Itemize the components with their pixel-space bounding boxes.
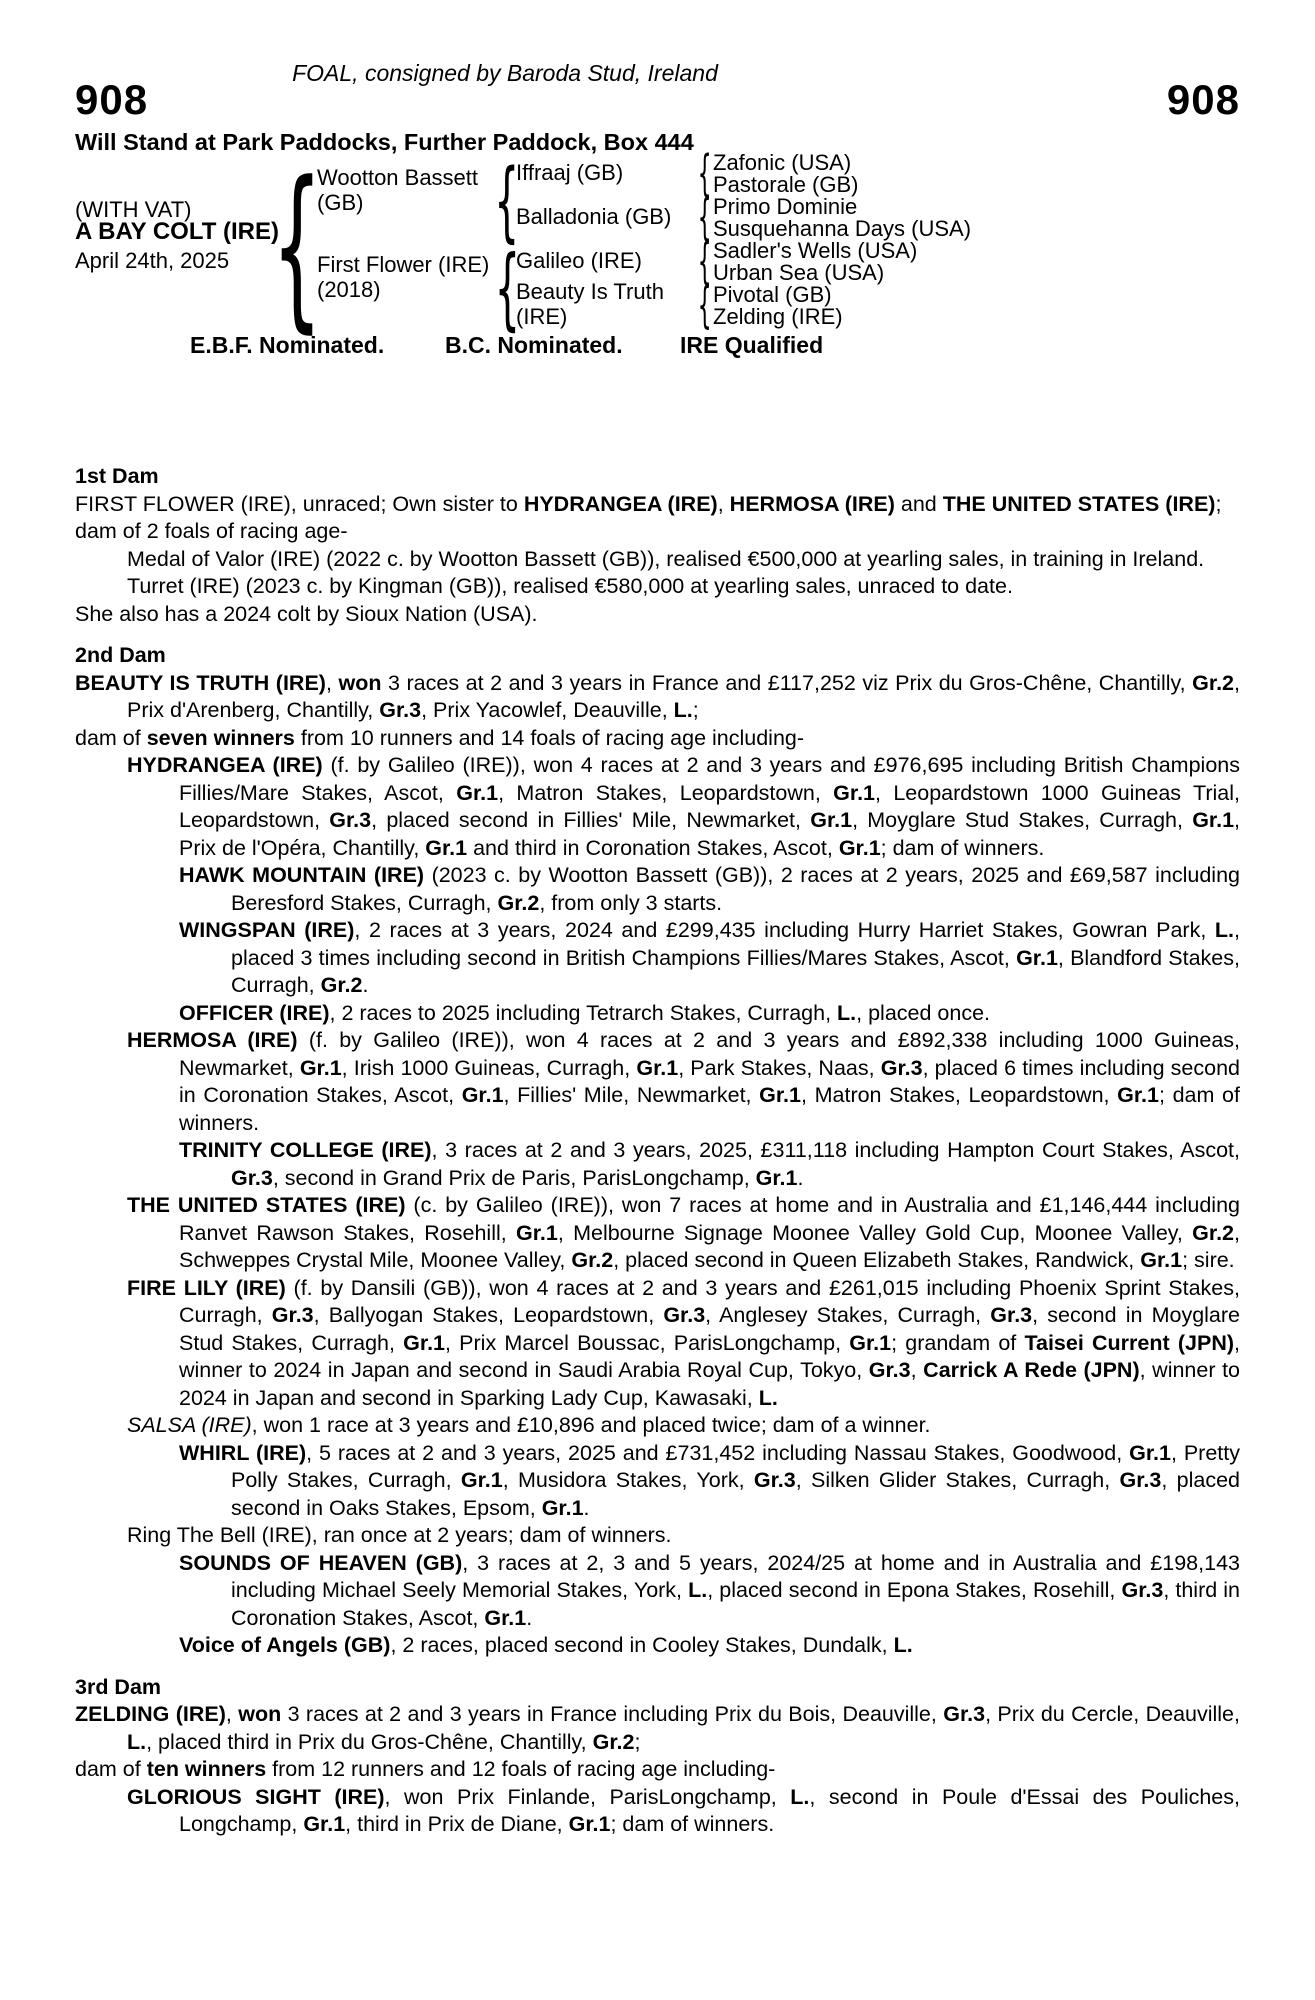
text-segment: Gr.3 (943, 1702, 986, 1726)
pedigree-paragraph (75, 1440, 1240, 1523)
text-segment: Ring The Bell (IRE), ran once at 2 years; dam of winners. (127, 1523, 672, 1547)
text-segment: L. (790, 1784, 810, 1809)
text-segment: (f. by Galileo (IRE)), won 4 races at 2 and 3 years and £976,695 including British Champions Fillies/Mare Stakes, Ascot, (179, 753, 1240, 805)
text-segment: , placed second in Fillies' Mile, Newmarket, (371, 808, 811, 832)
section-heading: 3rd Dam (75, 1674, 162, 1699)
stand-location-line: Will Stand at Park Paddocks, Further Paddock, Box 444 (75, 129, 694, 155)
text-segment: , placed 3 times including second in British Champions Fillies/Mares Stakes, Ascot, (231, 918, 1240, 970)
text-segment: and third in Coronation Stakes, Ascot, (467, 835, 839, 860)
text-segment: , Anglesey Stakes, Curragh, (705, 1303, 991, 1327)
ancestor-name: Zafonic (USA) (713, 150, 852, 175)
text-segment: Gr.1 (541, 1495, 584, 1520)
text-segment: (f. by Dansili (GB)), won 4 races at 2 and 3 years and £261,015 including Phoenix Sprint Stakes, Curragh, (179, 1275, 1240, 1327)
text-segment: , from only 3 starts. (539, 890, 723, 915)
text-segment: (f. by Galileo (IRE)), won 4 races at 2 and 3 years and £892,338 including 1000 Guineas, Newmarket, (179, 1028, 1240, 1080)
catalogue-sections (75, 463, 1240, 1839)
text-segment: Gr.3 (1121, 1578, 1164, 1602)
text-segment: , second in Moyglare Stud Stakes, Curragh, (179, 1303, 1241, 1355)
text-segment: Gr.1 (810, 808, 853, 832)
text-segment: , (717, 491, 730, 516)
text-segment: ; (634, 1729, 641, 1754)
text-segment: Gr.1 (484, 1605, 527, 1630)
text-segment: FIRST FLOWER (IRE), unraced; Own sister to (75, 491, 524, 516)
text-segment: Gr.3 (1119, 1468, 1162, 1492)
pedigree-paragraph (75, 1027, 1240, 1137)
section-heading: 1st Dam (75, 464, 159, 488)
text-segment: ZELDING (IRE) (75, 1702, 226, 1726)
text-segment: , Matron Stakes, Leopardstown, (801, 1083, 1118, 1107)
text-segment: (c. by Galileo (IRE)), won 7 races at home and in Australia and £1,146,444 including Ranvet Rawson Stakes, Rosehill, (179, 1193, 1240, 1245)
text-segment: , Melbourne Signage Moonee Valley Gold Cup, Moonee Valley, (557, 1220, 1193, 1245)
ancestor-name: Primo Dominie (713, 194, 858, 219)
pedigree-paragraph (75, 1137, 1240, 1192)
text-segment: won (338, 670, 382, 695)
text-segment: HERMOSA (IRE) (729, 491, 895, 516)
text-segment: Gr.3 (663, 1303, 706, 1327)
dam-name: First Flower (IRE) (2018) (317, 252, 490, 302)
text-segment: Gr.1 (1129, 1440, 1171, 1465)
text-segment: Carrick A Rede (JPN) (923, 1358, 1140, 1382)
text-segment: , placed second in Epona Stakes, Rosehill, (707, 1578, 1122, 1602)
text-segment: WINGSPAN (IRE) (179, 918, 355, 942)
text-segment: L. (837, 1000, 857, 1025)
text-segment: TRINITY COLLEGE (IRE) (179, 1138, 432, 1162)
text-segment: Gr.1 (838, 835, 881, 860)
horse-name: A BAY COLT (IRE) (75, 218, 280, 245)
text-segment: HYDRANGEA (IRE) (523, 491, 718, 516)
ebf-nominated-label: E.B.F. Nominated. (190, 332, 385, 358)
text-segment: ; dam of winners. (610, 1812, 775, 1836)
text-segment: , Park Stakes, Naas, (678, 1055, 881, 1080)
text-segment: . (526, 1605, 533, 1630)
brace-icon: { (697, 189, 713, 246)
text-segment: Gr.2 (1192, 670, 1235, 695)
text-segment: L. (688, 1578, 708, 1602)
text-segment: Gr.1 (460, 1468, 503, 1492)
text-segment: Turret (IRE) (2023 c. by Kingman (GB)), realised €580,000 at yearling sales, unraced to date. (127, 574, 1013, 598)
dam-dam-name: Beauty Is Truth (IRE) (516, 279, 664, 329)
text-segment: , placed once. (856, 1000, 991, 1025)
text-segment: Gr.1 (1117, 1083, 1159, 1107)
text-segment: GLORIOUS SIGHT (IRE) (127, 1784, 385, 1809)
text-segment: , Moyglare Stud Stakes, Curragh, (852, 808, 1193, 832)
text-segment: Gr.1 (1016, 945, 1058, 970)
text-segment: ; dam of winners. (880, 835, 1045, 860)
dam-section (75, 463, 1240, 628)
text-segment: , Silken Glider Stakes, Curragh, (795, 1468, 1120, 1492)
text-segment: , Prix de l'Opéra, Chantilly, (179, 808, 1241, 860)
ancestor-name: Zelding (IRE) (713, 304, 843, 329)
text-segment: L. (127, 1729, 147, 1754)
dam-section (75, 642, 1240, 1660)
sire-dam-name: Balladonia (GB) (516, 204, 672, 229)
text-segment: HERMOSA (IRE) (127, 1028, 298, 1052)
text-segment: L. (893, 1633, 913, 1657)
text-segment: Gr.2 (1192, 1220, 1235, 1245)
text-segment: Taisei Current (JPN) (1024, 1330, 1235, 1355)
text-segment: Gr.1 (425, 835, 468, 860)
text-segment: , Leopardstown 1000 Guineas Trial, Leopardstown, (179, 780, 1240, 832)
pedigree-paragraph (75, 725, 1240, 753)
pedigree-paragraph (75, 1701, 1240, 1756)
dam-section (75, 1674, 1240, 1839)
text-segment: BEAUTY IS TRUTH (IRE) (75, 670, 326, 695)
text-segment: Gr.3 (990, 1303, 1033, 1327)
ancestor-name: Sadler's Wells (USA) (713, 238, 918, 263)
dam-sire-name: Galileo (IRE) (516, 248, 642, 273)
text-segment: Gr.1 (461, 1083, 504, 1107)
text-segment: SALSA (IRE) (127, 1413, 252, 1437)
text-segment: seven winners (146, 725, 295, 750)
text-segment: , Pretty Polly Stakes, Curragh, (231, 1440, 1240, 1492)
text-segment: ; (1215, 491, 1222, 516)
text-segment: HYDRANGEA (IRE) (127, 753, 323, 777)
text-segment: and (894, 491, 943, 516)
text-segment: won (238, 1702, 282, 1726)
text-segment: Gr.1 (636, 1055, 679, 1080)
text-segment: , winner to 2024 in Japan and second in Saudi Arabia Royal Cup, Tokyo, (179, 1330, 1240, 1382)
text-segment: , won 1 race at 3 years and £10,896 and placed twice; dam of a winner. (251, 1413, 931, 1437)
text-segment: FIRE LILY (IRE) (127, 1275, 286, 1300)
text-segment: , (325, 670, 339, 695)
text-segment: OFFICER (IRE) (179, 1000, 330, 1025)
brace-icon: { (494, 150, 520, 252)
pedigree-paragraph (75, 1412, 1240, 1440)
text-segment: Gr.2 (497, 890, 540, 915)
bc-nominated-label: B.C. Nominated. (445, 332, 623, 358)
text-segment: 3 races at 2 and 3 years in France including Prix du Bois, Deauville, (281, 1702, 944, 1726)
text-segment: Gr.1 (833, 780, 876, 805)
text-segment: from 10 runners and 14 foals of racing age including- (294, 725, 805, 750)
text-segment: , Matron Stakes, Leopardstown, (498, 780, 834, 805)
text-segment: HAWK MOUNTAIN (IRE) (179, 863, 425, 887)
ancestor-name: Urban Sea (USA) (713, 260, 885, 285)
text-segment: Gr.1 (299, 1055, 342, 1080)
text-segment: She also has a 2024 colt by Sioux Nation (USA). (75, 601, 538, 626)
text-segment: , Prix d'Arenberg, Chantilly, (127, 670, 1240, 722)
text-segment: , 2 races at 3 years, 2024 and £299,435 including Hurry Harriet Stakes, Gowran Park, (354, 918, 1215, 942)
text-segment: Medal of Valor (IRE) (2022 c. by Wootton Bassett (GB)), realised €500,000 at yearling sales, in training in Ireland. (127, 546, 1205, 571)
pedigree-paragraph (75, 573, 1240, 601)
text-segment: L. (758, 1385, 778, 1410)
text-segment: SOUNDS OF HEAVEN (GB) (179, 1550, 463, 1575)
pedigree-paragraph (75, 546, 1240, 574)
pedigree-paragraph (75, 518, 1240, 546)
ancestor-name: Pastorale (GB) (713, 172, 859, 197)
text-segment: Gr.3 (329, 808, 372, 832)
pedigree-paragraph (75, 1192, 1240, 1275)
text-segment: (2023 c. by Wootton Bassett (GB)), 2 races at 2 years, 2025 and £69,587 including Beresford Stakes, Curragh, (231, 863, 1240, 915)
text-segment: L. (1214, 918, 1235, 942)
text-segment: , third in Coronation Stakes, Ascot, (231, 1578, 1241, 1630)
text-segment: , 5 races at 2 and 3 years, 2025 and £731,452 including Nassau Stakes, Goodwood, (306, 1440, 1130, 1465)
section-heading: 2nd Dam (75, 643, 166, 667)
pedigree-paragraph (75, 670, 1240, 725)
text-segment: , (910, 1358, 924, 1382)
text-segment: . (583, 1495, 590, 1520)
text-segment: ten winners (146, 1757, 267, 1781)
text-segment: , winner to 2024 in Japan and second in Sparking Lady Cup, Kawasaki, (179, 1358, 1240, 1410)
text-segment: , Fillies' Mile, Newmarket, (503, 1083, 760, 1107)
text-segment: ; grandam of (891, 1330, 1025, 1355)
text-segment: , placed second in Queen Elizabeth Stakes, Randwick, (613, 1248, 1141, 1272)
text-segment: , (225, 1702, 239, 1726)
text-segment: Gr.3 (753, 1468, 796, 1492)
text-segment: , Prix Marcel Boussac, ParisLongchamp, (445, 1330, 850, 1355)
text-segment: dam of (75, 725, 147, 750)
text-segment: Gr.3 (231, 1165, 273, 1190)
pedigree-paragraph (75, 1550, 1240, 1633)
text-segment: Gr.1 (568, 1812, 611, 1836)
text-segment: , 3 races at 2, 3 and 5 years, 2024/25 at home and in Australia and £198,143 including Michael Seely Memorial Stakes, York, (231, 1550, 1240, 1602)
text-segment: ; (692, 698, 699, 722)
text-segment: , won Prix Finlande, ParisLongchamp, (384, 1784, 791, 1809)
text-segment: , 3 races at 2 and 3 years, 2025, £311,118 including Hampton Court Stakes, Ascot, (431, 1138, 1240, 1162)
text-segment: Gr.3 (880, 1055, 923, 1080)
text-segment: . (362, 973, 369, 997)
text-segment: , Prix du Cercle, Deauville, (985, 1702, 1240, 1726)
text-segment: Gr.3 (271, 1303, 314, 1327)
text-segment: Gr.1 (456, 780, 499, 805)
with-vat-label: (WITH VAT) (75, 197, 192, 222)
pedigree-paragraph (75, 1522, 1240, 1550)
text-segment: , second in Poule d'Essai des Pouliches, Longchamp, (179, 1784, 1240, 1836)
ancestor-name: Pivotal (GB) (713, 282, 832, 307)
pedigree-paragraph (75, 752, 1240, 862)
sire-name: Wootton Bassett (GB) (317, 165, 479, 215)
text-segment: , 2 races, placed second in Cooley Stakes, Dundalk, (390, 1633, 894, 1657)
text-segment: , third in Prix de Diane, (345, 1812, 569, 1836)
pedigree-paragraph (75, 601, 1240, 629)
text-segment: Gr.1 (516, 1220, 558, 1245)
text-segment: Gr.3 (379, 698, 422, 722)
text-segment: Gr.2 (592, 1729, 635, 1754)
text-segment: THE UNITED STATES (IRE) (942, 491, 1216, 516)
lot-number-right: 908 (1166, 76, 1240, 123)
text-segment: Gr.1 (755, 1165, 798, 1190)
text-segment: Gr.1 (303, 1812, 346, 1836)
text-segment: Gr.2 (320, 973, 363, 997)
ire-qualified-label: IRE Qualified (680, 332, 824, 358)
text-segment: , Ballyogan Stakes, Leopardstown, (313, 1303, 664, 1327)
text-segment: Gr.1 (1140, 1248, 1183, 1272)
text-segment: Voice of Angels (GB) (179, 1633, 391, 1657)
text-segment: L. (673, 698, 693, 722)
text-segment: dam of (75, 1757, 147, 1781)
brace-icon: { (697, 277, 713, 334)
text-segment: , Prix Yacowlef, Deauville, (421, 698, 674, 722)
text-segment: 3 races at 2 and 3 years in France and £117,252 viz Prix du Gros-Chêne, Chantilly, (381, 670, 1193, 695)
ancestor-name: Susquehanna Days (USA) (713, 216, 972, 241)
text-segment: WHIRL (IRE) (179, 1440, 307, 1465)
text-segment: , placed second in Oaks Stakes, Epsom, (231, 1468, 1240, 1520)
text-segment: Gr.1 (849, 1330, 892, 1355)
pedigree-paragraph (75, 1632, 1240, 1660)
text-segment: ; sire. (1182, 1248, 1235, 1272)
text-segment: Gr.1 (403, 1330, 446, 1355)
text-segment: . (797, 1165, 804, 1190)
text-segment: THE UNITED STATES (IRE) (127, 1193, 406, 1217)
text-segment: , Blandford Stakes, Curragh, (231, 945, 1240, 997)
text-segment: , Irish 1000 Guineas, Curragh, (341, 1055, 637, 1080)
text-segment: , second in Grand Prix de Paris, ParisLongchamp, (272, 1165, 756, 1190)
brace-icon: { (697, 145, 713, 202)
text-segment: ; dam of winners. (179, 1083, 1240, 1135)
pedigree-paragraph (75, 917, 1240, 1000)
brace-icon: { (697, 233, 713, 290)
text-segment: from 12 runners and 12 foals of racing age including- (266, 1757, 776, 1781)
text-segment: dam of 2 foals of racing age- (75, 519, 348, 543)
pedigree-paragraph (75, 862, 1240, 917)
pedigree-paragraph (75, 491, 1240, 519)
brace-icon: { (271, 144, 323, 349)
text-segment: Gr.3 (868, 1358, 911, 1382)
lot-number-left: 908 (75, 76, 149, 123)
text-segment: Gr.2 (571, 1248, 614, 1272)
text-segment: , Schweppes Crystal Mile, Moonee Valley, (179, 1220, 1240, 1272)
foal-date: April 24th, 2025 (75, 248, 230, 273)
sire-sire-name: Iffraaj (GB) (516, 160, 624, 185)
pedigree-paragraph (75, 1275, 1240, 1413)
text-segment: , placed third in Prix du Gros-Chêne, Chantilly, (146, 1729, 593, 1754)
brace-icon: { (494, 236, 520, 340)
pedigree-paragraph (75, 1000, 1240, 1028)
text-segment: , Musidora Stakes, York, (502, 1468, 754, 1492)
pedigree-paragraph (75, 1784, 1240, 1839)
text-segment: , placed 6 times including second in Coronation Stakes, Ascot, (179, 1055, 1240, 1107)
text-segment: Gr.1 (759, 1083, 801, 1107)
consignment-line: FOAL, consigned by Baroda Stud, Ireland (292, 60, 718, 86)
pedigree-paragraph (75, 1756, 1240, 1784)
text-segment: , 2 races to 2025 including Tetrarch Stakes, Curragh, (329, 1000, 838, 1025)
text-segment: Gr.1 (1192, 808, 1235, 832)
